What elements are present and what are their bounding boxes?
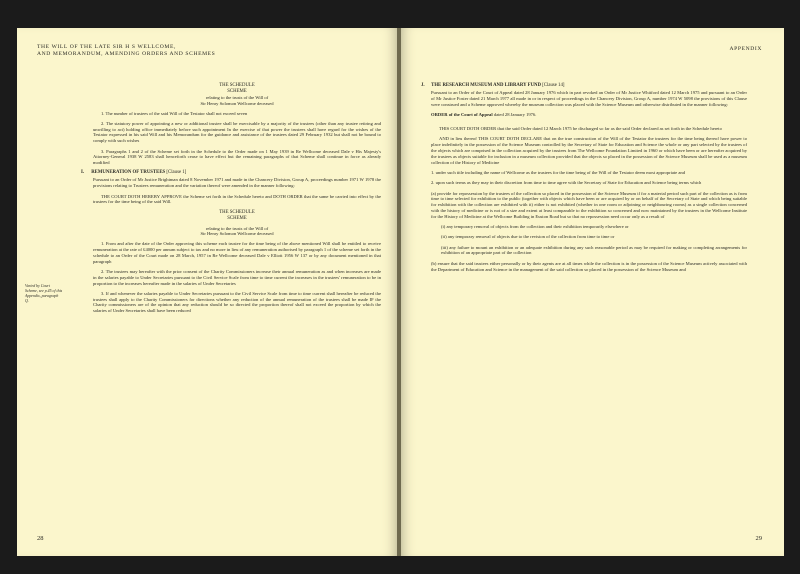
page-number-right: 29 <box>755 535 762 542</box>
section-letter: J. <box>421 83 425 88</box>
schedule-title: THE SCHEDULE <box>219 83 255 88</box>
relating-line: Sir Henry Solomon Wellcome deceased <box>200 100 274 106</box>
right-page <box>401 28 784 556</box>
side-note: Varied by Court Scheme, see p.45 of this Appendix, paragraph Q. <box>25 284 63 303</box>
paragraph: Pursuant to an Order of the Court of Appeal dated 28 January 1976 which in part revoked an Order of Mr Justice Whitford dated 12 March 1975 and pursuant to an Order of Mr Justice Foster dated 21 March 1977 all made in or in respect of proceedings in the Chancery Division, Group A, number 1974 W 5098 the provisions of this Clause were construed and a Scheme approved whereby the museum collection was placed with the Science Museum and otherwise distributed in the manner following: <box>431 90 747 107</box>
section-letter: I. <box>81 170 85 176</box>
schedule-title: THE SCHEDULE <box>219 209 255 215</box>
paragraph: 2. upon such terms as they may in their discretion from time to time agree with the Secretary of State for Education and Science being terms which <box>431 180 702 186</box>
section-heading-i <box>81 170 381 176</box>
paragraph: (iii) any failure to mount an exhibition or an adequate exhibition during any such reasonable period as may be required for making or completing arrangements for exhibition of an appropriate part of the collection <box>441 244 747 256</box>
paragraph: 1. The number of trustees of the said Will of the Testator shall not exceed seven <box>101 110 248 116</box>
section-clause: [Clause 1] <box>166 170 187 176</box>
running-header-left <box>37 44 337 58</box>
paragraph: (ii) any temporary removal of objects due to the revision of the collection from time to time or <box>441 234 615 240</box>
paragraph: (b) ensure that the said trustees either personally or by their agents are at all times while the collection is in the possession of the Science Museum actively associated with the Department of Education and Science in the management of the said collection so placed in the possession of the Science Museum and <box>431 260 747 272</box>
running-header-right: APPENDIX <box>729 46 762 52</box>
section-title: THE RESEARCH MUSEUM AND LIBRARY FUND <box>431 83 541 88</box>
page-number-left: 28 <box>37 535 44 542</box>
section-heading-j <box>421 83 747 89</box>
section-title: REMUNERATION OF TRUSTEES <box>91 170 166 176</box>
scheme-title: SCHEME <box>227 215 247 221</box>
order-label: ORDER of the Court of Appeal <box>431 111 493 117</box>
header-line: AND MEMORANDUM, AMENDING ORDERS AND SCHEMES <box>37 51 216 57</box>
relating-line: Sir Henry Solomon Wellcome deceased <box>200 231 274 237</box>
section-clause: [Clause 14] <box>542 83 565 88</box>
paragraph: (a) provide for repossession by the trustees of the collection so placed in the possession of the Science Museum if for a material period such part of the collection as is from time to time selected for exhibition to the public (together with objects which have been or are acquired by or on behalf of the Secretary of State and which being suitable for exhibition with the collection are exhibited with it) either is not exhibited (whether in one room or adjoining or neighbouring rooms) as a single collection concerned with the history of medicine or is not of a size and extent at least comparable to the exhibition so concerned and now maintained by the trustees in the Wellcome Institute for the History of Medicine at the Wellcome Building in Euston Road but so that no repossession need occur only as a result of <box>431 190 747 219</box>
right-body <box>421 83 747 277</box>
paragraph: Pursuant to an Order of Mr Justice Brightman dated 8 November 1971 and made in the Chancery Division, Group A, proceedings number 1971 W 1978 the provisions relating to Trustees remuneration and the variation thereof were amended in the manner following: <box>93 177 381 189</box>
paragraph: 3. Paragraphs 1 and 2 of the Scheme set forth in the Schedule to the Order made on 1 May 1939 in Re Wellcome deceased Dale v His Majesty's Attorney-General 1938 W 2583 shall henceforth cease to have effect but the remaining paragraphs of that Scheme shall continue in force as already modified <box>93 148 381 166</box>
left-body <box>81 83 381 319</box>
left-page <box>17 28 397 556</box>
paragraph: 3. If and whenever the salaries payable to Under Secretaries pursuant to the Civil Service Scale from time to time current shall hereafter be reduced the trustees shall apply to the Charity Commissioners for directions whether any reduction of the annual remuneration of the trustees shall be made IF the Charity commissioners are of the opinion that any reduction should be so directed the proportion thereof shall not exceed the proportion by which the salaries of Under Secretaries shall have been reduced <box>93 290 381 314</box>
order-line <box>431 112 747 118</box>
paragraph: THE COURT DOTH HEREBY APPROVE the Scheme set forth in the Schedule hereto and DOTH ORDER that the same be carried into effect by the trustees for the time being of the said Will. <box>93 193 381 205</box>
paragraph: 2. The trustees may hereafter with the prior consent of the Charity Commissioners increase their annual remuneration as and when increases are made in the salaries payable to Under Secretaries pursuant to the Civil Service Scale from time to time current the increases in the trustees' remuneration to be in proportion to the increases hereafter made in the salaries of Under Secretaries <box>93 268 381 286</box>
relating-line: relating to the trusts of the Will of <box>205 225 269 231</box>
relating-line: relating to the trusts of the Will of <box>205 95 269 100</box>
paragraph: 1. From and after the date of the Order approving this scheme each trustee for the time being of the above mentioned Will shall be entitled to receive remuneration at the rate of £4000 per annum subject to tax and no more in lieu of any remuneration authorised by paragraph 1 of the scheme set forth in the schedule to an Order of the Court made on 28 March, 1957 in Re Wellcome deceased Dale v Elliott 1956 W 137 or by any document mentioned in that paragraph <box>93 241 381 264</box>
header-line: THE WILL OF THE LATE SIR H S WELLCOME, <box>37 44 176 50</box>
scheme-title: SCHEME <box>227 89 247 94</box>
paragraph: (i) any temporary removal of objects from the collection and their exhibition temporarily elsewhere or <box>441 224 629 230</box>
paragraph: AND in lieu thereof THIS COURT DOTH DECLARE that on the true construction of the Will of the Testator the trustees for the time being thereof have power to place indefinitely in the possession of the Science Museum controlled by the Secretary of State for Education and Science the whole or any part selected by the trustees of the objects which are comprised in the collection acquired by the trustees from The Wellcome Foundation Limited in 1960 or which have been or are hereafter acquired by the trustees as objects suitable for inclusion in a museum collection provided that the objects so placed in the possession of the Science Museum shall be used as a museum collection of the History of Medicine <box>431 136 747 165</box>
paragraph: 1. under such title including the name of Wellcome as the trustees for the time being of the Will of the Testator deem most appropriate and <box>431 169 686 175</box>
order-date: dated 28 January 1976. <box>493 111 537 117</box>
paragraph: THIS COURT DOTH ORDER that the said Order dated 12 March 1975 be discharged so far as the said Order declared as set forth in the Schedule hereto <box>439 126 722 132</box>
paragraph: 2. The statutory power of appointing a new or additional trustee shall be exercisable by a majority of the trustees (other than any trustee retiring and unwilling to act) holding office immediately before such appointment In the exercise of that power the trustees shall have regard for the wishes of the Testator expressed in his said Will and his Memorandum for the guidance and assistance of the trustees dated 29 February 1932 but shall not be bound to comply with such wishes <box>93 120 381 144</box>
